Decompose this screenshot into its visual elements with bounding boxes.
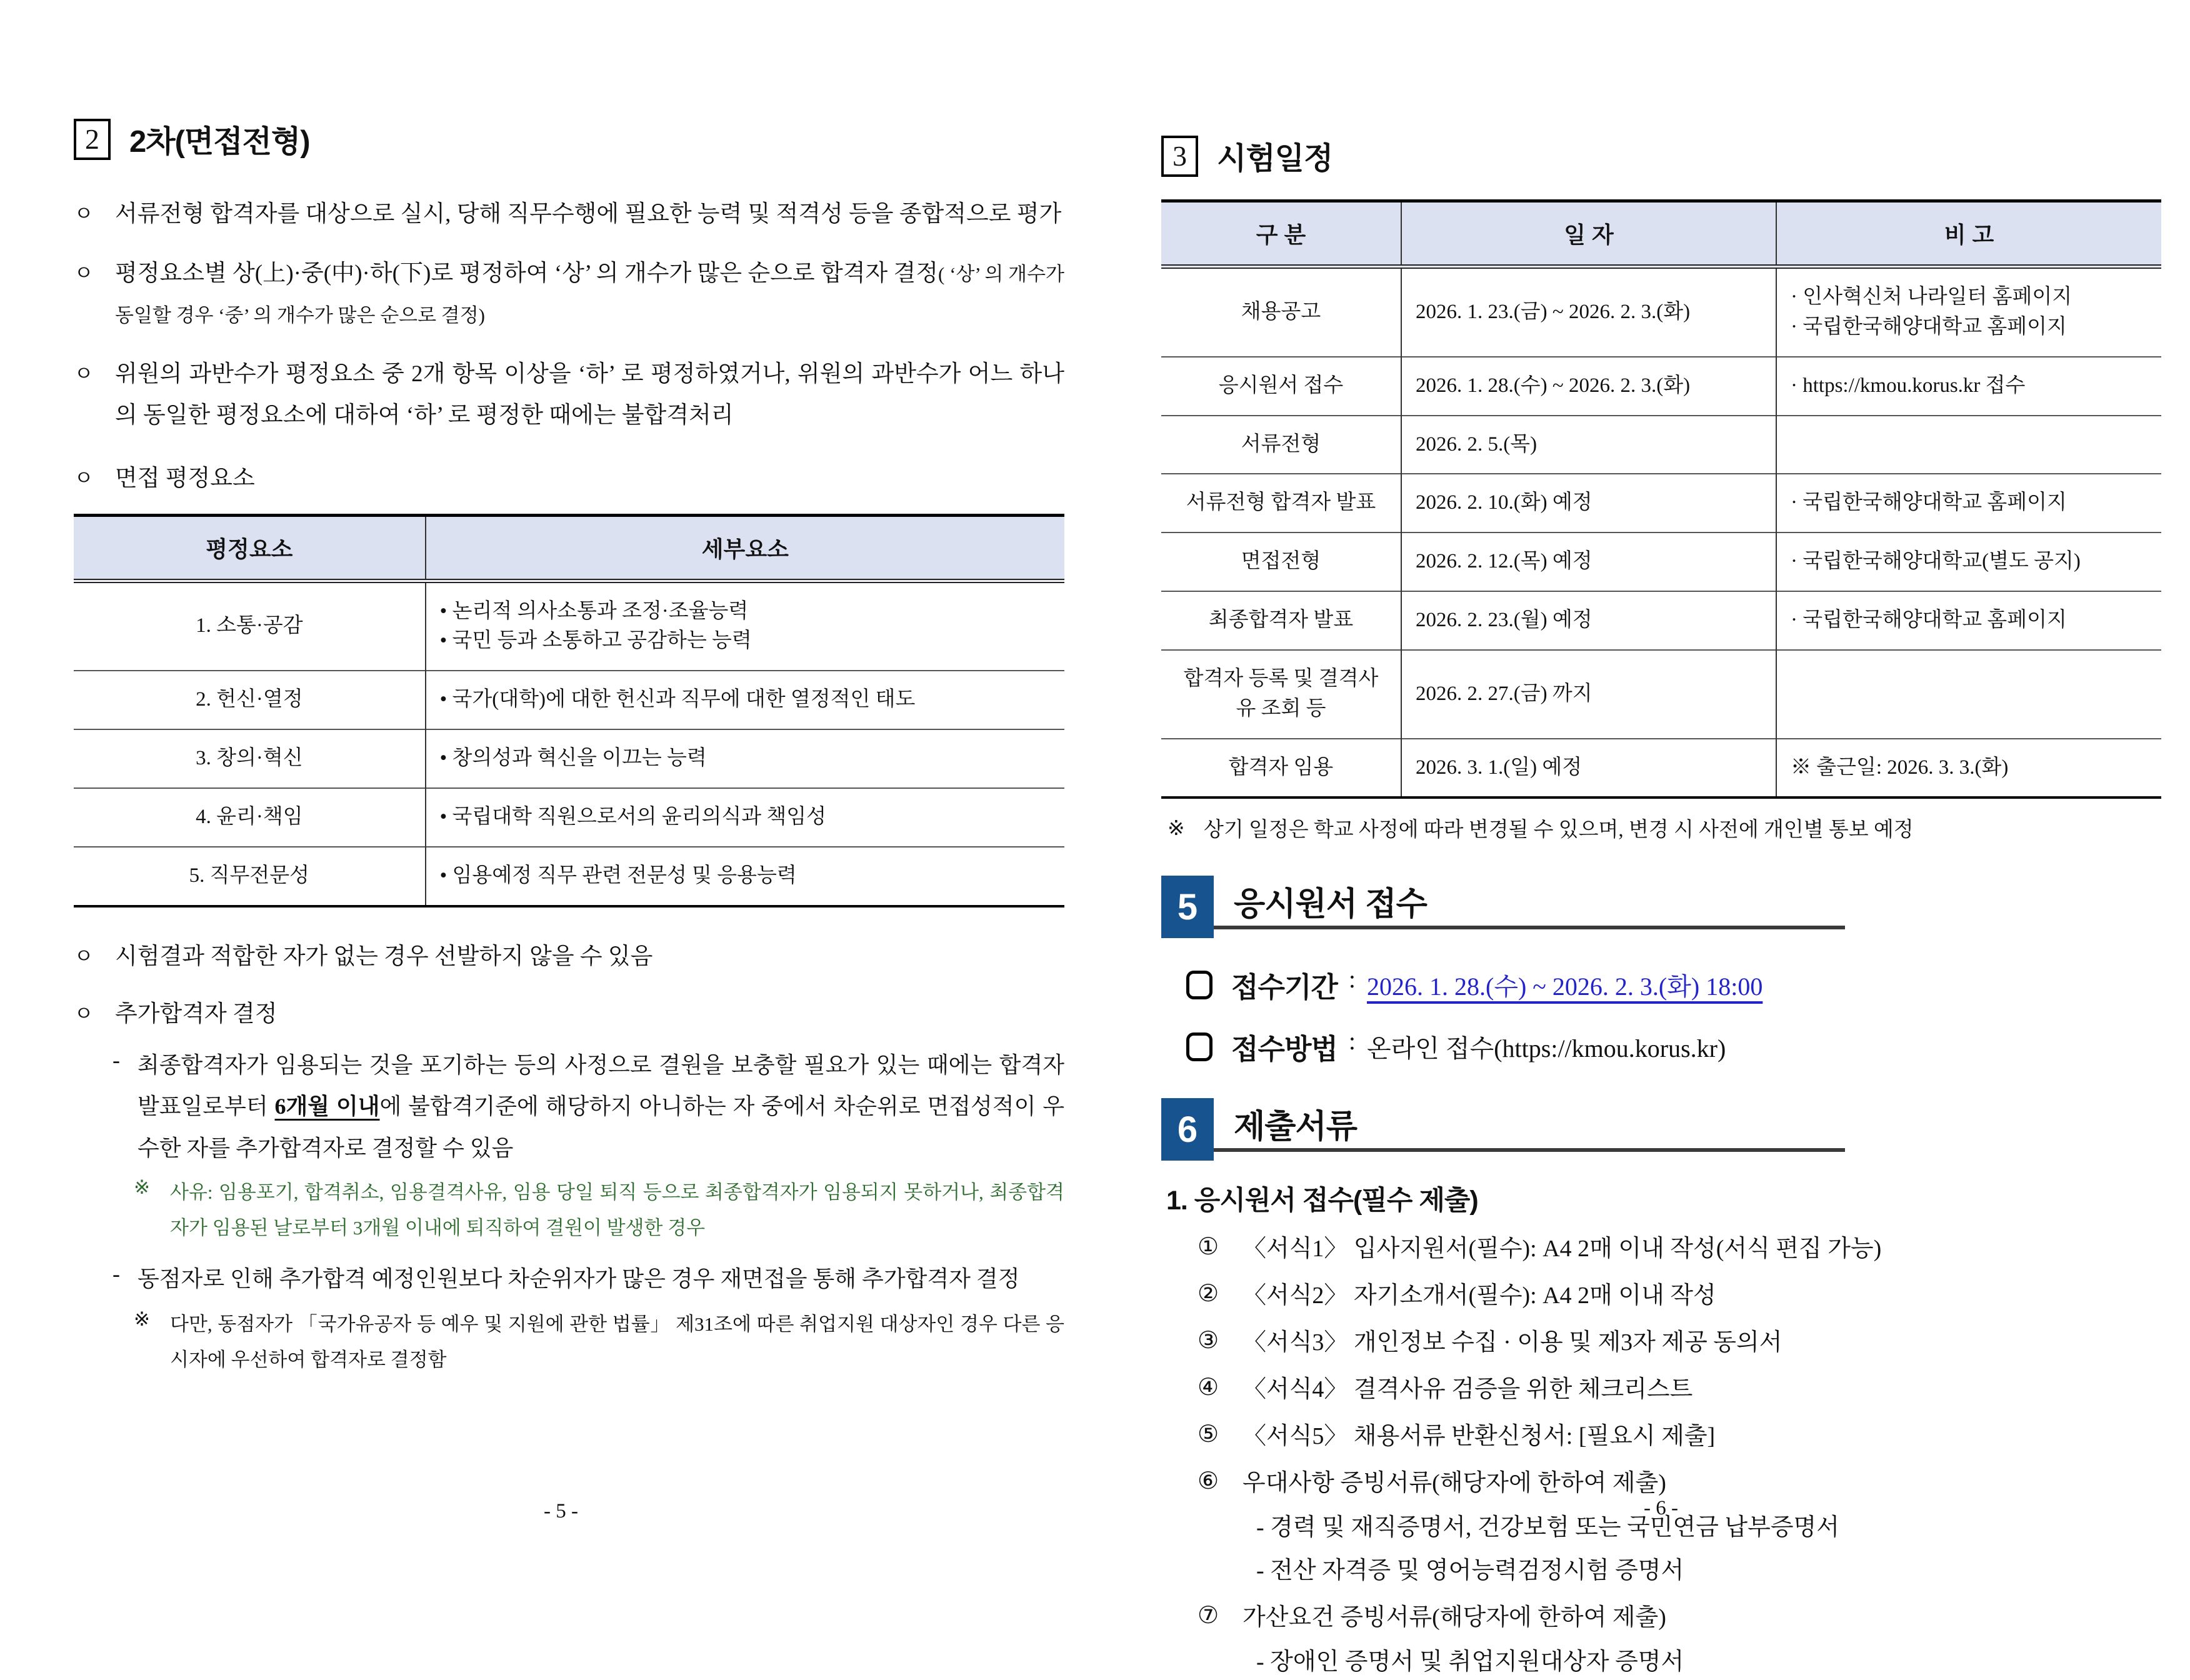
remark-cell bbox=[1776, 591, 2161, 650]
circle-bullet-icon: ㅇ bbox=[74, 945, 94, 968]
rating-paren-text: ( ‘상’ 의 개수가 동일할 경우 ‘중’ 의 개수가 많은 순으로 결정) bbox=[115, 262, 1064, 327]
submit-item-5 bbox=[1198, 1419, 2161, 1454]
table-row bbox=[1161, 739, 2161, 798]
detail-line: • 임용예정 직무 관련 전문성 및 응용능력 bbox=[439, 864, 797, 887]
section-3-number-box: 3 bbox=[1161, 136, 1198, 177]
table-header-row bbox=[74, 515, 1064, 581]
remark-line: · 국립한국해양대학교 홈페이지 bbox=[1791, 315, 2067, 338]
bullet-text: 추가합격자 결정 bbox=[115, 1001, 278, 1028]
category-cell: 합격자 임용 bbox=[1161, 739, 1401, 798]
table-header-row bbox=[1161, 201, 2161, 267]
table-row bbox=[74, 671, 1064, 729]
submit-item-6 bbox=[1198, 1466, 2161, 1501]
category-cell: 면접전형 bbox=[1161, 532, 1401, 591]
section-3-header bbox=[1161, 134, 2161, 178]
date-cell: 2026. 3. 1.(일) 예정 bbox=[1401, 739, 1776, 798]
note-text: 다만, 동점자가 「국가유공자 등 예우 및 지원에 관한 법률」 제31조에 따른 취업지원 대상자인 경우 다른 응시자에 우선하여 합격자로 결정함 bbox=[170, 1312, 1064, 1371]
square-bullet-icon bbox=[1186, 971, 1212, 999]
submit-item-6-sub-1: - 경력 및 재직증명서, 건강보험 또는 국민연금 납부증명서 bbox=[1256, 1514, 1839, 1541]
factor-cell: 1. 소통·공감 bbox=[196, 614, 303, 638]
date-cell: 2026. 2. 27.(금) 까지 bbox=[1401, 650, 1776, 739]
section-6-title: 제출서류 bbox=[1234, 1108, 1357, 1145]
colon-separator: : bbox=[1348, 1027, 1356, 1056]
table-row bbox=[1161, 591, 2161, 650]
square-bullet-icon bbox=[1186, 1032, 1212, 1061]
submit-item-4 bbox=[1198, 1372, 2161, 1408]
remark-cell bbox=[1776, 532, 2161, 591]
receipt-period-value: 2026. 1. 28.(수) ~ 2026. 2. 3.(화) 18:00 bbox=[1367, 972, 1763, 1001]
table-row bbox=[1161, 416, 2161, 474]
remark-cell bbox=[1776, 474, 2161, 532]
section-2-title: 2차(면접전형) bbox=[129, 125, 310, 159]
date-cell: 2026. 1. 28.(수) ~ 2026. 2. 3.(화) bbox=[1401, 357, 1776, 416]
bullet-text: 시험결과 적합한 자가 없는 경우 선발하지 않을 수 있음 bbox=[115, 943, 653, 969]
circled-number-icon: ① bbox=[1198, 1234, 1219, 1261]
six-months-emphasis: 6개월 이내 bbox=[274, 1094, 380, 1119]
remark-cell bbox=[1776, 650, 2161, 739]
reference-mark-icon: ※ bbox=[134, 1308, 150, 1330]
remark-line: · 인사혁신처 나라일터 홈페이지 bbox=[1791, 286, 2072, 308]
bullet-rating-method bbox=[74, 253, 1064, 336]
dash-item-tie-rule bbox=[112, 1258, 1064, 1300]
detail-line: • 논리적 의사소통과 조정·조율능력 bbox=[439, 599, 749, 622]
category-cell: 서류전형 합격자 발표 bbox=[1161, 474, 1401, 532]
page-number-5: - 5 - bbox=[544, 1500, 578, 1522]
date-cell: 2026. 1. 23.(금) ~ 2026. 2. 3.(화) bbox=[1401, 267, 1776, 357]
dash-bullet-icon: - bbox=[112, 1261, 120, 1287]
submit-item-7-sub-1: - 장애인 증명서 및 취업지원대상자 증명서 bbox=[1256, 1649, 1684, 1676]
category-cell: 응시원서 접수 bbox=[1161, 357, 1401, 416]
submit-item-text: 〈서식4〉 결격사유 검증을 위한 체크리스트 bbox=[1242, 1376, 1693, 1403]
bullet-text: 서류전형 합격자를 대상으로 실시, 당해 직무수행에 필요한 능력 및 적격성 등을 종합적으로 평가 bbox=[115, 201, 1062, 227]
submit-item-7 bbox=[1198, 1600, 2161, 1636]
receipt-method-value: 온라인 접수(https://kmou.korus.kr) bbox=[1367, 1034, 1726, 1063]
bullet-no-selection bbox=[74, 936, 1064, 978]
column-header-date: 일 자 bbox=[1401, 201, 1776, 267]
circle-bullet-icon: ㅇ bbox=[74, 1003, 94, 1026]
column-header-category: 구 분 bbox=[1161, 201, 1401, 267]
receipt-period-row bbox=[1186, 964, 2161, 1005]
rating-main-text: 평정요소별 상(上)·중(中)·하(下)로 평정하여 ‘상’ 의 개수가 많은 순으로 합격자 결정 bbox=[115, 260, 939, 286]
bullet-fail-criteria bbox=[74, 354, 1064, 437]
section-2-header bbox=[74, 118, 1064, 161]
detail-line: • 국가(대학)에 대한 헌신과 직무에 대한 열정적인 태도 bbox=[439, 688, 916, 711]
dash-bullet-icon: - bbox=[112, 1047, 120, 1072]
table-row bbox=[74, 788, 1064, 847]
remark-line: ※ 출근일: 2026. 3. 3.(화) bbox=[1791, 756, 2009, 779]
circled-number-icon: ⑦ bbox=[1198, 1602, 1219, 1629]
receipt-method-row bbox=[1186, 1026, 2161, 1067]
note-text: 상기 일정은 학교 사정에 따라 변경될 수 있으며, 변경 시 사전에 개인별 통보 예정 bbox=[1204, 819, 1914, 842]
vacancy-pre-text: 최종합격자가 임용되는 것을 포기하는 등의 사정으로 결원을 보충할 필요가 있는 때에는 합격자 발표일로부터 bbox=[138, 1052, 1064, 1119]
remark-line: · 국립한국해양대학교(별도 공지) bbox=[1791, 550, 2081, 573]
circle-bullet-icon: ㅇ bbox=[74, 362, 94, 386]
table-row bbox=[74, 847, 1064, 906]
submit-item-text: 〈서식1〉 입사지원서(필수): A4 2매 이내 작성(서식 편집 가능) bbox=[1242, 1236, 1882, 1262]
vacancy-post-text: 에 불합격기준에 해당하지 아니하는 자 중에서 차순위로 면접성적이 우수한 자를 추가합격자로 결정할 수 있음 bbox=[138, 1094, 1064, 1161]
reference-mark-icon: ※ bbox=[134, 1176, 150, 1198]
bullet-text: 면접 평정요소 bbox=[115, 465, 255, 491]
submit-item-text: 〈서식3〉 개인정보 수집 · 이용 및 제3자 제공 동의서 bbox=[1242, 1329, 1782, 1356]
table-row bbox=[74, 729, 1064, 788]
dash-text: 동점자로 인해 추가합격 예정인원보다 차순위자가 많은 경우 재면접을 통해 추가합격자 결정 bbox=[138, 1266, 1020, 1292]
note-vacancy-reasons bbox=[134, 1174, 1064, 1246]
bullet-evaluation-overview bbox=[74, 194, 1064, 236]
page-6 bbox=[1161, 134, 2161, 1680]
table-row bbox=[1161, 532, 2161, 591]
date-cell: 2026. 2. 23.(월) 예정 bbox=[1401, 591, 1776, 650]
detail-cell bbox=[426, 581, 1064, 671]
section-3-title: 시험일정 bbox=[1217, 142, 1333, 176]
interview-criteria-table bbox=[74, 514, 1064, 908]
circled-number-icon: ③ bbox=[1198, 1328, 1219, 1354]
submit-item-1 bbox=[1198, 1231, 2161, 1267]
category-cell: 채용공고 bbox=[1241, 300, 1321, 323]
reference-mark-icon: ※ bbox=[1168, 818, 1185, 841]
submit-item-text: 〈서식5〉 채용서류 반환신청서: [필요시 제출] bbox=[1242, 1423, 1716, 1450]
factor-cell: 5. 직무전문성 bbox=[74, 847, 426, 906]
section-5-header bbox=[1161, 876, 2161, 938]
table-row bbox=[1161, 357, 2161, 416]
section-6-header bbox=[1161, 1098, 2161, 1161]
bullet-additional-pass bbox=[74, 994, 1064, 1036]
schedule-change-note bbox=[1168, 814, 2161, 847]
circled-number-icon: ④ bbox=[1198, 1374, 1219, 1401]
detail-line: • 국민 등과 소통하고 공감하는 능력 bbox=[439, 629, 752, 652]
table-row bbox=[1161, 650, 2161, 739]
section-5-underline bbox=[1214, 876, 1845, 929]
circled-number-icon: ⑤ bbox=[1198, 1421, 1219, 1448]
remark-line: · https://kmou.korus.kr 접수 bbox=[1791, 374, 2026, 397]
factor-cell: 3. 창의·혁신 bbox=[74, 729, 426, 788]
remark-cell bbox=[1776, 357, 2161, 416]
date-cell: 2026. 2. 10.(화) 예정 bbox=[1401, 474, 1776, 532]
column-header-factor: 평정요소 bbox=[74, 515, 426, 581]
date-cell: 2026. 2. 5.(목) bbox=[1401, 416, 1776, 474]
dash-text bbox=[138, 1044, 1064, 1169]
circle-bullet-icon: ㅇ bbox=[74, 262, 94, 285]
submit-item-3 bbox=[1198, 1325, 2161, 1361]
detail-line: • 창의성과 혁신을 이끄는 능력 bbox=[439, 747, 707, 770]
section-5-number-box: 5 bbox=[1161, 876, 1214, 938]
exam-schedule-table bbox=[1161, 199, 2161, 799]
note-veterans-priority bbox=[134, 1306, 1064, 1378]
column-header-remark: 비 고 bbox=[1776, 201, 2161, 267]
remark-line: · 국립한국해양대학교 홈페이지 bbox=[1791, 491, 2067, 514]
section-5-title: 응시원서 접수 bbox=[1234, 886, 1427, 922]
factor-cell: 4. 윤리·책임 bbox=[74, 788, 426, 847]
remark-line: · 국립한국해양대학교 홈페이지 bbox=[1791, 609, 2067, 632]
circled-number-icon: ② bbox=[1198, 1281, 1219, 1308]
section-2-number-box: 2 bbox=[74, 119, 111, 160]
dash-item-vacancy-rule bbox=[112, 1044, 1064, 1169]
receipt-period-label: 접수기간 bbox=[1231, 971, 1338, 1004]
remark-cell bbox=[1776, 739, 2161, 798]
page-5 bbox=[74, 118, 1064, 1378]
remark-cell bbox=[1776, 416, 2161, 474]
detail-cell bbox=[426, 847, 1064, 906]
factor-cell: 2. 헌신·열정 bbox=[74, 671, 426, 729]
submit-item-text: 〈서식2〉 자기소개서(필수): A4 2매 이내 작성 bbox=[1242, 1282, 1716, 1309]
circled-number-icon: ⑥ bbox=[1198, 1468, 1219, 1495]
submit-item-text: 가산요건 증빙서류(해당자에 한하여 제출) bbox=[1242, 1604, 1666, 1631]
submit-item-text: 우대사항 증빙서류(해당자에 한하여 제출) bbox=[1242, 1470, 1666, 1497]
detail-cell bbox=[426, 788, 1064, 847]
column-header-detail: 세부요소 bbox=[426, 515, 1064, 581]
table-row bbox=[1161, 474, 2161, 532]
submit-item-6-sub-2: - 전산 자격증 및 영어능력검정시험 증명서 bbox=[1256, 1558, 1684, 1584]
category-cell: 서류전형 bbox=[1161, 416, 1401, 474]
bullet-interview-factors bbox=[74, 458, 1064, 500]
detail-cell bbox=[426, 729, 1064, 788]
table-row bbox=[74, 581, 1064, 671]
category-cell: 합격자 등록 및 결격사유 조회 등 bbox=[1161, 650, 1401, 739]
detail-cell bbox=[426, 671, 1064, 729]
table-row bbox=[1161, 267, 2161, 357]
section-6-number-box: 6 bbox=[1161, 1098, 1214, 1161]
remark-cell bbox=[1776, 267, 2161, 357]
note-text: 사유: 임용포기, 합격취소, 임용결격사유, 임용 당일 퇴직 등으로 최종합격자가 임용되지 못하거나, 최종합격자가 임용된 날로부터 3개월 이내에 퇴직하여 결원이 발생한 경우 bbox=[170, 1181, 1064, 1239]
detail-line: • 국립대학 직원으로서의 윤리의식과 책임성 bbox=[439, 805, 827, 828]
bullet-text bbox=[115, 253, 1064, 336]
submit-subsection-title: 1. 응시원서 접수(필수 제출) bbox=[1166, 1186, 1478, 1216]
circle-bullet-icon: ㅇ bbox=[74, 467, 94, 490]
date-cell: 2026. 2. 12.(목) 예정 bbox=[1401, 532, 1776, 591]
colon-separator: : bbox=[1348, 965, 1356, 994]
submit-item-2 bbox=[1198, 1278, 2161, 1314]
receipt-method-label: 접수방법 bbox=[1231, 1033, 1338, 1066]
bullet-text: 위원의 과반수가 평정요소 중 2개 항목 이상을 ‘하’ 로 평정하였거나, 위원의 과반수가 어느 하나의 동일한 평정요소에 대하여 ‘하’ 로 평정한 때에는 불합격처리 bbox=[115, 361, 1064, 429]
section-6-underline bbox=[1214, 1098, 1845, 1152]
page-number-6: - 6 - bbox=[1644, 1497, 1678, 1519]
category-cell: 최종합격자 발표 bbox=[1161, 591, 1401, 650]
circle-bullet-icon: ㅇ bbox=[74, 203, 94, 226]
